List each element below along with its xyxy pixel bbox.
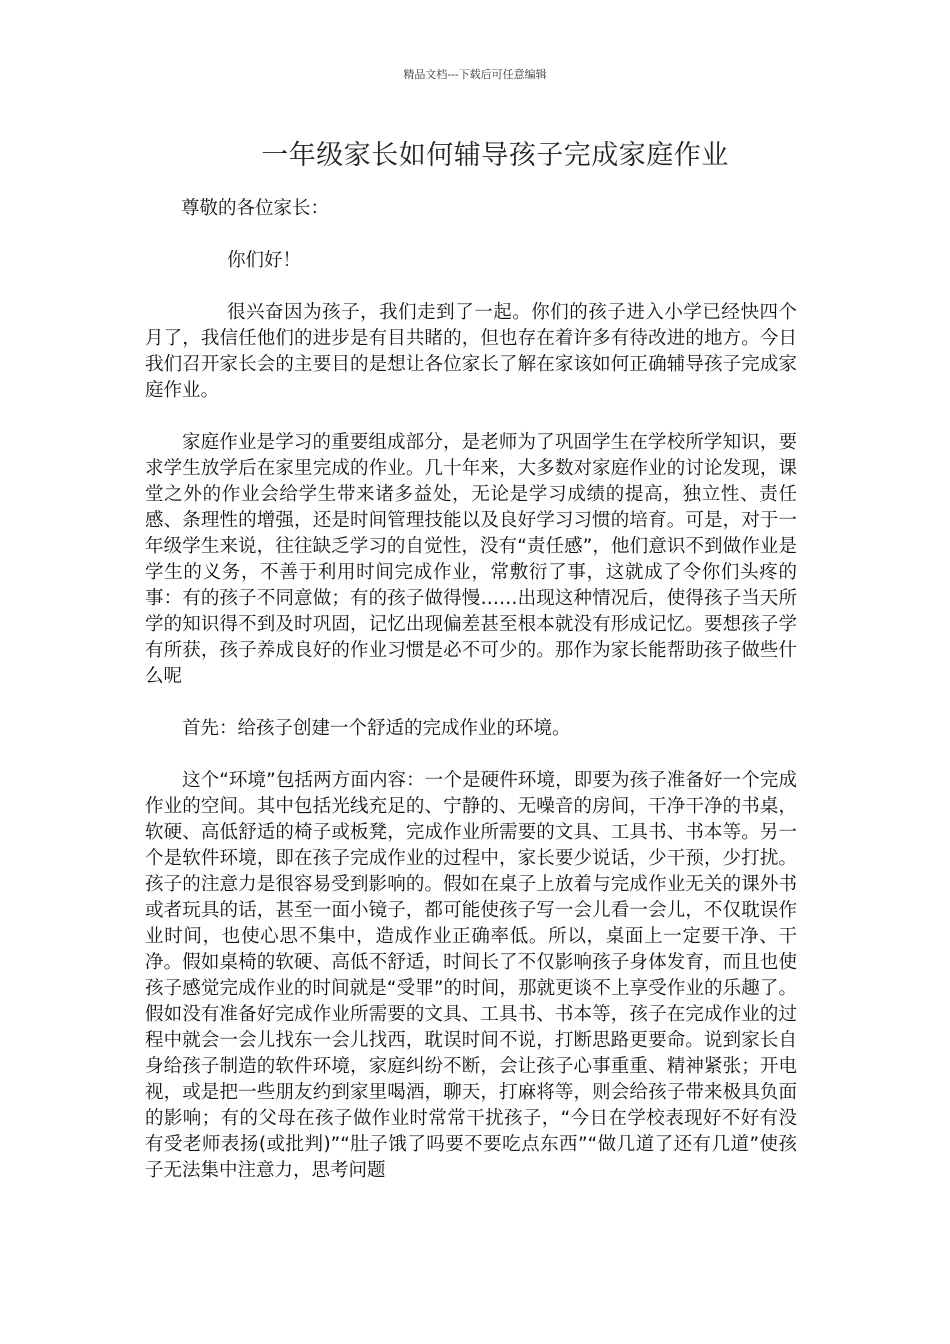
salutation: 尊敬的各位家长： xyxy=(181,198,330,219)
document-body xyxy=(145,196,797,1210)
document-title: 一年级家长如何辅导孩子完成家庭作业 xyxy=(261,140,729,171)
paragraph-homework-importance: 家庭作业是学习的重要组成部分，是老师为了巩固学生在学校所学知识，要求学生放学后在家里完成的作业。几十年来，大多数对家庭作业的讨论发现，课堂之外的作业会给学生带来诸多益处，无论是学习成绩的提高，独立性、责任感、条理性的增强，还是时间管理技能以及良好学习习惯的培育。可是，对于一年级学生来说，往往缺乏学习的自觉性，没有“责任感”，他们意识不到做作业是学生的义务，不善于利用时间完成作业，常敷衍了事，这就成了令你们头疼的事：有的孩子不同意做；有的孩子做得慢……出现这种情况后，使得孩子当天所学的知识得不到及时巩固，记忆出现偏差甚至根本就没有形成记忆。要想孩子学有所获，孩子养成良好的作业习惯是必不可少的。那作为家长能帮助孩子做些什么呢 xyxy=(145,432,797,687)
paragraph-environment: 这个“环境”包括两方面内容：一个是硬件环境，即要为孩子准备好一个完成作业的空间。其中包括光线充足的、宁静的、无噪音的房间，干净干净的书桌，软硬、高低舒适的椅子或板凳，完成作业所需要的文具、工具书、书本等。另一个是软件环境，即在孩子完成作业的过程中，家长要少说话，少干预，少打扰。孩子的注意力是很容易受到影响的。假如在桌子上放着与完成作业无关的课外书或者玩具的话，甚至一面小镜子，都可能使孩子写一会儿看一会儿，不仅耽误作业时间，也使心思不集中，造成作业正确率低。所以，桌面上一定要干净、干净。假如桌椅的软硬、高低不舒适，时间长了不仅影响孩子身体发育，而且也使孩子感觉完成作业的时间就是“受罪”的时间，那就更谈不上享受作业的乐趣了。假如没有准备好完成作业所需要的文具、工具书、书本等，孩子在完成作业的过程中就会一会儿找东一会儿找西，耽误时间不说，打断思路更要命。说到家长自身给孩子制造的软件环境，家庭纠纷不断，会让孩子心事重重、精神紧张；开电视，或是把一些朋友约到家里喝酒，聊天，打麻将等，则会给孩子带来极具负面的影响；有的父母在孩子做作业时常常干扰孩子，“今日在学校表现好不好有没有受老师表扬(或批判)”“肚子饿了吗要不要吃点东西”“做几道了还有几道”使孩子无法集中注意力，思考问题 xyxy=(145,770,797,1181)
greeting: 你们好！ xyxy=(227,250,302,271)
header-note: 精品文档---下载后可任意编辑 xyxy=(403,68,547,81)
paragraph-first-point: 首先：给孩子创建一个舒适的完成作业的环境。 xyxy=(182,718,571,739)
paragraph-intro: 很兴奋因为孩子，我们走到了一起。你们的孩子进入小学已经快四个月了，我信任他们的进步是有目共睹的，但也存在着许多有待改进的地方。今日我们召开家长会的主要目的是想让各位家长了解在家该如何正确辅导孩子完成家庭作业。 xyxy=(145,302,797,401)
